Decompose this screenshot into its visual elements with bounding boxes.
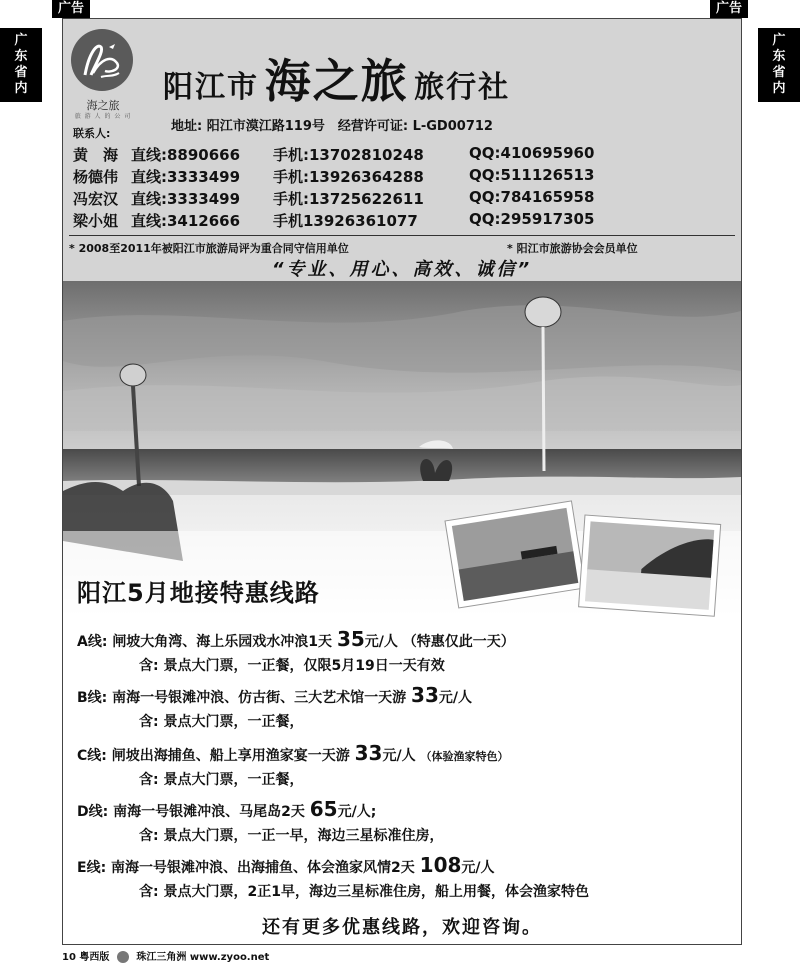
contact-landline: 直线:3333499 [131, 190, 241, 208]
contact-mobile: 手机:13702810248 [273, 146, 424, 164]
advert-tag-right: 广告 [710, 0, 748, 18]
route-unit: 元/人 [438, 690, 472, 706]
slogan: “专业、用心、高效、诚信” [271, 259, 533, 280]
beach-scene-image [63, 281, 741, 621]
route-unit: 元/人 [364, 634, 398, 650]
page-number: 10 [62, 952, 76, 963]
region-char: 内 [14, 81, 28, 96]
route-d-includes: 含: 景点大门票，一正一早，海边三星标准住房， [139, 828, 444, 844]
award-note: * 2008至2011年被阳江市旅游局评为重合同守信用单位 [69, 242, 349, 255]
region-char: 内 [772, 81, 786, 96]
route-c-includes: 含: 景点大门票，一正餐， [139, 772, 304, 788]
route-price: 65 [309, 797, 338, 821]
region-tag-right [758, 28, 800, 102]
route-a-includes: 含: 景点大门票，一正餐，仅限5月19日一天有效 [139, 658, 445, 674]
title-main: 海之旅 [264, 54, 409, 108]
route-label: D线: [77, 804, 109, 820]
route-note: （特惠仅此一天） [402, 634, 515, 650]
route-desc: 南海一号银滩冲浪、马尾岛2天 [113, 804, 305, 820]
wave-swallow-icon [71, 29, 133, 91]
contact-name: 黄 海 [73, 146, 119, 164]
advert-tag-left: 广告 [52, 0, 90, 18]
route-desc: 闸坡出海捕鱼、船上享用渔家宴一天游 [111, 748, 350, 764]
title-city: 阳江市 [163, 70, 259, 105]
membership-note: * 阳江市旅游协会会员单位 [507, 242, 638, 255]
route-e-includes: 含: 景点大门票，2正1早，海边三星标准住房，船上用餐，体会渔家特色 [139, 884, 589, 900]
region-char: 东 [772, 49, 786, 64]
route-label: A线: [77, 634, 108, 650]
contact-qq: QQ:295917305 [469, 210, 595, 228]
route-price: 33 [411, 683, 439, 707]
contact-qq: QQ:410695960 [469, 144, 595, 162]
region-char: 广 [772, 33, 786, 48]
route-e [77, 853, 495, 877]
route-price: 33 [354, 741, 383, 765]
contact-name: 杨德伟 [73, 168, 119, 186]
page-footer [62, 948, 269, 963]
region-char: 东 [14, 49, 28, 64]
title-suffix: 旅行社 [414, 70, 511, 105]
route-price: 35 [336, 627, 365, 651]
route-c [77, 741, 508, 765]
region-tag-left [0, 28, 42, 102]
contact-mobile: 手机:13725622611 [273, 190, 424, 208]
route-b [77, 683, 472, 707]
logo-subtitle: 旅 游 人 的 公 司 [74, 113, 132, 120]
route-label: B线: [77, 690, 108, 706]
route-desc: 南海一号银滩冲浪、仿古街、三大艺术馆一天游 [112, 690, 407, 706]
promo-title: 阳江5月地接特惠线路 [77, 579, 320, 607]
contact-mobile: 手机13926361077 [273, 212, 418, 230]
region-char: 省 [772, 65, 786, 80]
route-label: E线: [77, 860, 107, 876]
route-b-includes: 含: 景点大门票，一正餐， [139, 714, 304, 730]
route-d [77, 797, 376, 821]
agency-title [163, 45, 510, 111]
route-price: 108 [419, 853, 462, 877]
divider [69, 235, 735, 236]
address-line: 地址: 阳江市漠江路119号 经营许可证: L-GD00712 [171, 119, 493, 134]
contact-landline: 直线:8890666 [131, 146, 241, 164]
contact-name: 梁小姐 [73, 212, 119, 230]
beach-photo [63, 281, 741, 621]
route-unit: 元/人 [382, 748, 416, 764]
contact-label: 联系人: [73, 127, 111, 140]
contact-qq: QQ:511126513 [469, 166, 595, 184]
route-label: C线: [77, 748, 107, 764]
region-char: 省 [14, 65, 28, 80]
agency-header [63, 19, 741, 281]
route-unit: 元/人; [337, 804, 377, 820]
advertisement-frame [62, 18, 742, 945]
agency-logo [71, 29, 133, 91]
contact-name: 冯宏汉 [73, 190, 119, 208]
logo-name: 海之旅 [86, 99, 120, 112]
closing-line: 还有更多优惠线路，欢迎咨询。 [262, 917, 542, 938]
contact-landline: 直线:3412666 [131, 212, 241, 230]
publisher-logo-icon [117, 951, 129, 963]
route-note: （体验渔家特色） [420, 750, 509, 763]
contact-mobile: 手机:13926364288 [273, 168, 424, 186]
region-char: 广 [14, 33, 28, 48]
route-unit: 元/人 [461, 860, 495, 876]
contact-landline: 直线:3333499 [131, 168, 241, 186]
route-desc: 闸坡大角湾、海上乐园戏水冲浪1天 [112, 634, 333, 650]
route-a [77, 627, 515, 651]
contact-qq: QQ:784165958 [469, 188, 595, 206]
footer-site: 珠江三角洲 www.zyoo.net [136, 952, 270, 963]
route-desc: 南海一号银滩冲浪、出海捕鱼、体会渔家风情2天 [111, 860, 415, 876]
publication-name: 粤西版 [79, 952, 110, 963]
